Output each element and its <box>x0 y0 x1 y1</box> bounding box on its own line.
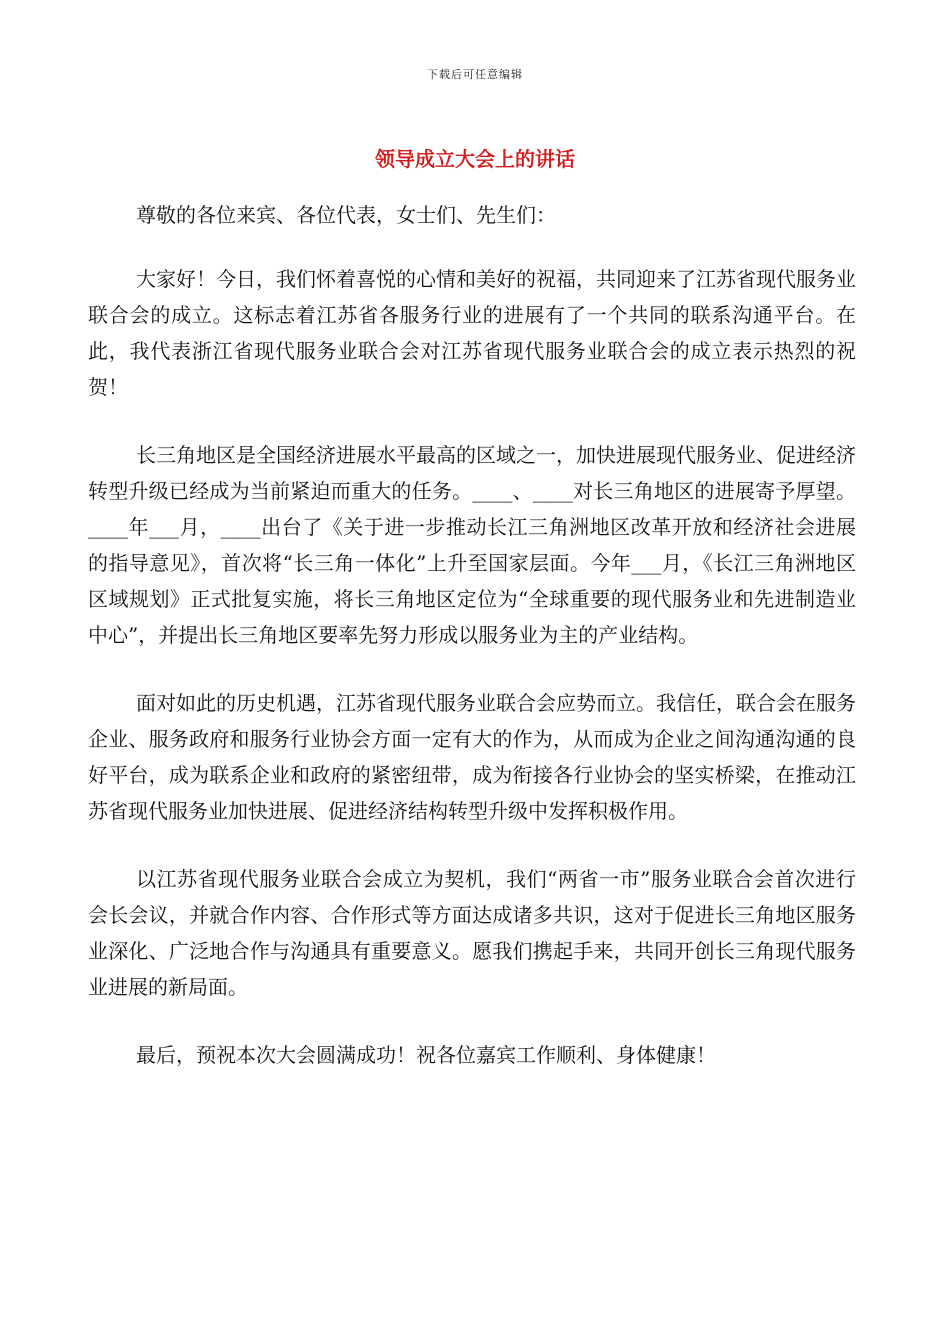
paragraph-1: 大家好！今日，我们怀着喜悦的心情和美好的祝福，共同迎来了江苏省现代服务业联合会的成立。这标志着江苏省各服务行业的进展有了一个共同的联系沟通平台。在此，我代表浙江省现代服务业联合会对江苏省现代服务业联合会的成立表示热烈的祝贺！ <box>88 267 856 399</box>
paragraph-2: 长三角地区是全国经济进展水平最高的区域之一，加快进展现代服务业、促进经济转型升级已经成为当前紧迫而重大的任务。____、____对长三角地区的进展寄予厚望。____年___月，____出台了《关于进一步推动长江三角洲地区改革开放和经济社会进展的指导意见》，首次将“长三角一体化”上升至国家层面。今年___月，《长江三角洲地区区域规划》正式批复实施，将长三角地区定位为“全球重要的现代服务业和先进制造业中心”，并提出长三角地区要率先努力形成以服务业为主的产业结构。 <box>88 443 856 647</box>
salutation: 尊敬的各位来宾、各位代表，女士们、先生们： <box>136 203 556 227</box>
header-note: 下载后可任意编辑 <box>427 68 523 81</box>
paragraph-4: 以江苏省现代服务业联合会成立为契机，我们“两省一市”服务业联合会首次进行会长会议，并就合作内容、合作形式等方面达成诸多共识，这对于促进长三角地区服务业深化、广泛地合作与沟通具有重要意义。愿我们携起手来，共同开创长三角现代服务业进展的新局面。 <box>88 867 856 999</box>
document-body <box>88 197 856 1105</box>
paragraph-3: 面对如此的历史机遇，江苏省现代服务业联合会应势而立。我信任，联合会在服务企业、服务政府和服务行业协会方面一定有大的作为，从而成为企业之间沟通沟通的良好平台，成为联系企业和政府的紧密纽带，成为衔接各行业协会的坚实桥梁，在推动江苏省现代服务业加快进展、促进经济结构转型升级中发挥积极作用。 <box>88 691 856 823</box>
paragraph-5: 最后，预祝本次大会圆满成功！祝各位嘉宾工作顺利、身体健康！ <box>136 1043 716 1067</box>
document-title: 领导成立大会上的讲话 <box>375 147 575 171</box>
